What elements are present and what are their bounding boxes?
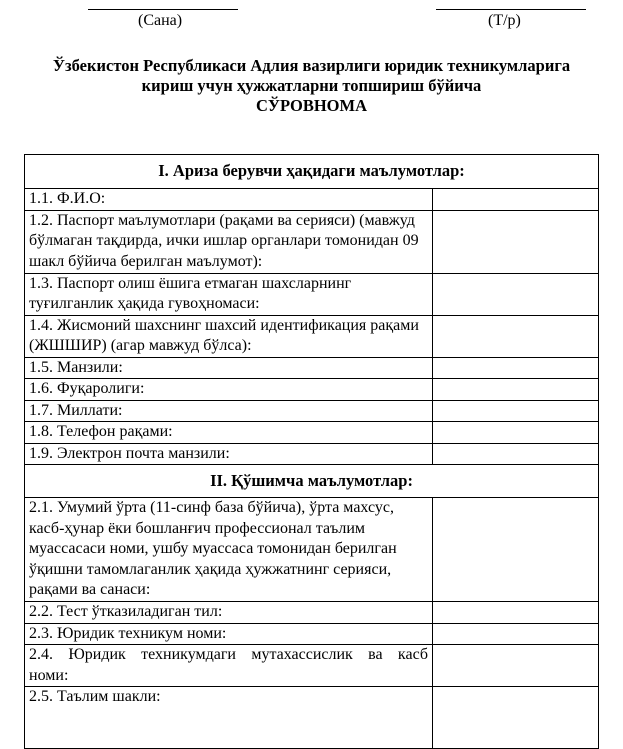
- document-title-line1: Ўзбекистон Республикаси Адлия вазирлиги юридик техникумларига: [52, 56, 571, 75]
- date-signature-line: [88, 9, 238, 10]
- table-row: [25, 443, 599, 465]
- document-title-line2: кириш учун ҳужжатларни топшириш бўйича: [141, 76, 482, 95]
- table-row: [25, 357, 599, 379]
- table-row: [25, 687, 599, 749]
- field-value-education-form[interactable]: [433, 687, 599, 749]
- field-value-test-language[interactable]: [433, 602, 599, 624]
- signature-label: (Т/р): [488, 12, 521, 29]
- field-value-email[interactable]: [433, 443, 599, 465]
- signature-line: [436, 9, 586, 10]
- section-heading-row: [25, 465, 599, 498]
- field-label-education-form: 2.5. Таълим шакли:: [25, 687, 433, 749]
- table-row: [25, 273, 599, 315]
- section-heading-row: [25, 155, 599, 189]
- field-label-birth-certificate: 1.3. Паспорт олиш ёшига етмаган шахсларнинг туғилганлик ҳақида гувоҳномаси:: [25, 273, 433, 315]
- table-row: [25, 315, 599, 357]
- field-label-education-institution: 2.1. Умумий ўрта (11-синф база бўйича), ўрта махсус, касб-ҳунар ёки бошланғич профессионал таълим муассасаси номи, ушбу муассаса томонидан берилган ўқишни тамомлаганлик ҳақида ҳужжатнинг серияси, рақами ва санаси:: [25, 498, 433, 602]
- field-label-specialty: [25, 645, 433, 687]
- field-label-citizenship: 1.6. Фуқаролиги:: [25, 379, 433, 401]
- field-label-address: 1.5. Манзили:: [25, 357, 433, 379]
- field-value-birth-certificate[interactable]: [433, 273, 599, 315]
- field-label-technical-school: 2.3. Юридик техникум номи:: [25, 623, 433, 645]
- field-label-passport: 1.2. Паспорт маълумотлари (рақами ва серияси) (мавжуд бўлмаган тақдирда, ички ишлар органлари томонидан 09 шакл бўйича берилган маълумот):: [25, 210, 433, 273]
- field-value-full-name[interactable]: [433, 189, 599, 211]
- table-row: [25, 422, 599, 444]
- field-label-phone: 1.8. Телефон рақами:: [25, 422, 433, 444]
- field-value-specialty[interactable]: [433, 645, 599, 687]
- section2-heading: II. Қўшимча маълумотлар:: [25, 465, 599, 498]
- date-label: (Сана): [138, 12, 183, 29]
- field-value-pinfl[interactable]: [433, 315, 599, 357]
- table-row: [25, 623, 599, 645]
- survey-form-table: [24, 154, 599, 749]
- field-label-full-name: 1.1. Ф.И.О:: [25, 189, 433, 211]
- field-value-passport[interactable]: [433, 210, 599, 273]
- field-value-education-institution[interactable]: [433, 498, 599, 602]
- field-value-nationality[interactable]: [433, 400, 599, 422]
- table-row: [25, 189, 599, 211]
- table-row: [25, 400, 599, 422]
- table-row: [25, 498, 599, 602]
- table-row: [25, 602, 599, 624]
- field-label-test-language: 2.2. Тест ўтказиладиган тил:: [25, 602, 433, 624]
- field-value-phone[interactable]: [433, 422, 599, 444]
- field-value-technical-school[interactable]: [433, 623, 599, 645]
- field-label-specialty-tail: номи:: [29, 666, 69, 684]
- document-title-survey: СЎРОВНОМА: [255, 96, 367, 115]
- field-label-nationality: 1.7. Миллати:: [25, 400, 433, 422]
- field-label-email: 1.9. Электрон почта манзили:: [25, 443, 433, 465]
- field-value-citizenship[interactable]: [433, 379, 599, 401]
- table-row: [25, 379, 599, 401]
- table-row: [25, 645, 599, 687]
- field-label-specialty-main: 2.4. Юридик техникумдаги мутахассислик ва касб: [29, 646, 428, 663]
- field-label-pinfl: 1.4. Жисмоний шахснинг шахсий идентификация рақами (ЖШШИР) (агар мавжуд бўлса):: [25, 315, 433, 357]
- field-value-address[interactable]: [433, 357, 599, 379]
- table-row: [25, 210, 599, 273]
- section1-heading: I. Ариза берувчи ҳақидаги маълумотлар:: [25, 155, 599, 189]
